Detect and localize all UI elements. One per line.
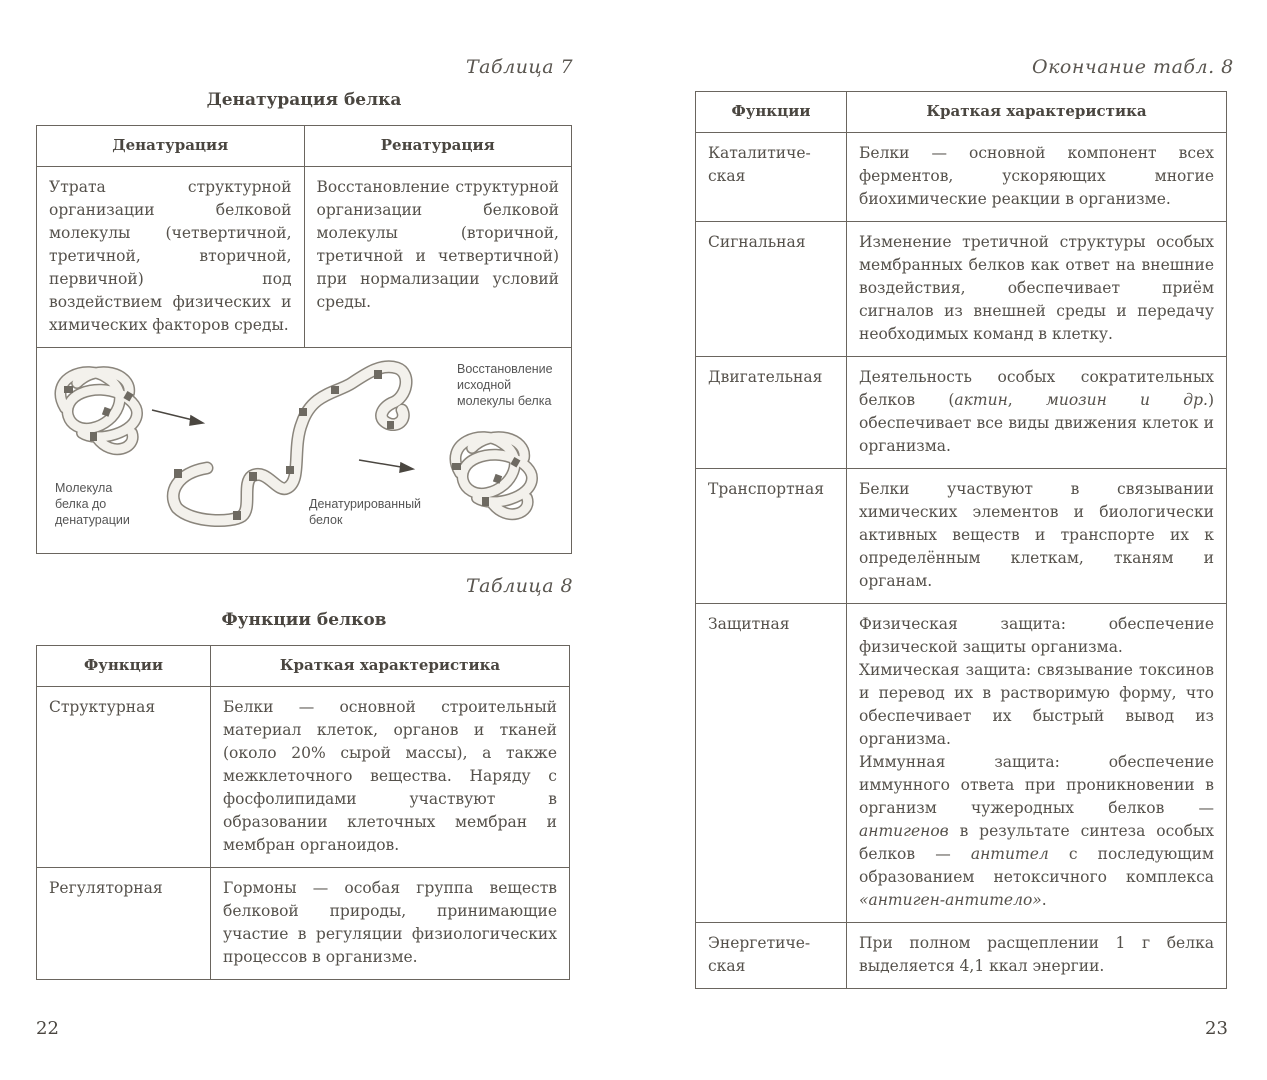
table8-header-description: Краткая характеристика	[211, 646, 570, 687]
function-description: Физическая защита: обеспечение физической защиты организма. Химическая защита: связывание токсинов и перевод их в растворимую форму, что обеспечивает их быстрый вывод из организма. Иммунная защита: обеспечение иммунного ответа при проникновении в организм чужеродных белков — антигенов в результате синтеза особых белков — антител с последующим образованием нетоксичного комплекса «антиген-антитело».	[847, 604, 1227, 923]
table-row	[696, 133, 1227, 222]
table7-denaturation-text: Утрата структурной организации белковой молекулы (четвертичной, третичной, вторичной, первичной) под воздействием физических и химических факторов среды.	[37, 167, 305, 348]
native-protein-coil-icon	[60, 372, 137, 449]
table-row	[696, 469, 1227, 604]
function-name: Сигнальная	[696, 222, 847, 357]
function-name: Каталитиче- ская	[696, 133, 847, 222]
arrow-right-icon	[152, 410, 203, 425]
function-description: Белки — основной компонент всех ферментов, ускоряющих многие биохимические реакции в организме.	[847, 133, 1227, 222]
label-restored-protein: Восстановление исходной молекулы белка	[457, 362, 553, 408]
table8-part2	[695, 91, 1227, 989]
table8-continuation-caption: Окончание табл. 8	[1032, 56, 1234, 78]
function-description: Гормоны — особая группа веществ белковой природы, принимающие участие в регуляции физиологических процессов в организме.	[211, 868, 570, 980]
right-page	[640, 0, 1267, 1080]
table7-caption: Таблица 7	[466, 56, 574, 78]
table8-header-functions: Функции	[696, 92, 847, 133]
function-description: Деятельность особых сократительных белков (актин, миозин и др.) обеспечивает все виды движения клеток и организма.	[847, 357, 1227, 469]
table8-header-functions: Функции	[37, 646, 211, 687]
page-number-right: 23	[1205, 1018, 1228, 1039]
table-row	[696, 604, 1227, 923]
function-description: Белки участвуют в связывании химических элементов и биологически активных веществ и транспорте их к определённым клеткам, тканям и органам.	[847, 469, 1227, 604]
table8-header-row	[696, 92, 1227, 133]
table-row	[37, 868, 570, 980]
denaturation-figure	[37, 348, 572, 554]
function-name: Двигательная	[696, 357, 847, 469]
restored-protein-coil-icon	[452, 437, 532, 514]
table8-header-description: Краткая характеристика	[847, 92, 1227, 133]
table-row	[696, 222, 1227, 357]
function-name: Структурная	[37, 687, 211, 868]
table-row	[696, 923, 1227, 989]
function-name: Транспортная	[696, 469, 847, 604]
table8-title: Функции белков	[221, 610, 387, 630]
function-name: Защитная	[696, 604, 847, 923]
table7-title: Денатурация белка	[206, 90, 402, 110]
left-page	[0, 0, 620, 1080]
function-name: Энергетиче- ская	[696, 923, 847, 989]
table7-text-row	[37, 167, 572, 348]
arrow-right-icon	[359, 460, 413, 472]
table7	[36, 125, 572, 554]
function-description: Белки — основной строительный материал клеток, органов и тканей (около 20% сырой массы), а также межклеточного вещества. Наряду с фосфолипидами участвуют в образовании клеточных мембран и мембран органоидов.	[211, 687, 570, 868]
table7-header-row	[37, 126, 572, 167]
label-before-denaturation: Молекула белка до денатурации	[55, 481, 130, 527]
table7-figure-row	[37, 348, 572, 554]
page-number-left: 22	[36, 1018, 59, 1039]
function-description: Изменение третичной структуры особых мембранных белков как ответ на внешние воздействия, обеспечивает приём сигналов из внешней среды и передачу необходимых команд в клетку.	[847, 222, 1227, 357]
table-row	[37, 687, 570, 868]
table7-header-denaturation: Денатурация	[37, 126, 305, 167]
function-description: При полном расщеплении 1 г белка выделяется 4,1 ккал энергии.	[847, 923, 1227, 989]
table8-header-row	[37, 646, 570, 687]
table8-part1	[36, 645, 570, 980]
label-denatured-protein: Денатурированный белок	[309, 497, 422, 527]
table7-renaturation-text: Восстановление структурной организации белковой молекулы (вторичной, третичной и четвертичной) при нормализации условий среды.	[304, 167, 572, 348]
table8-caption: Таблица 8	[466, 575, 574, 597]
function-name: Регуляторная	[37, 868, 211, 980]
table7-header-renaturation: Ренатурация	[304, 126, 572, 167]
table-row	[696, 357, 1227, 469]
